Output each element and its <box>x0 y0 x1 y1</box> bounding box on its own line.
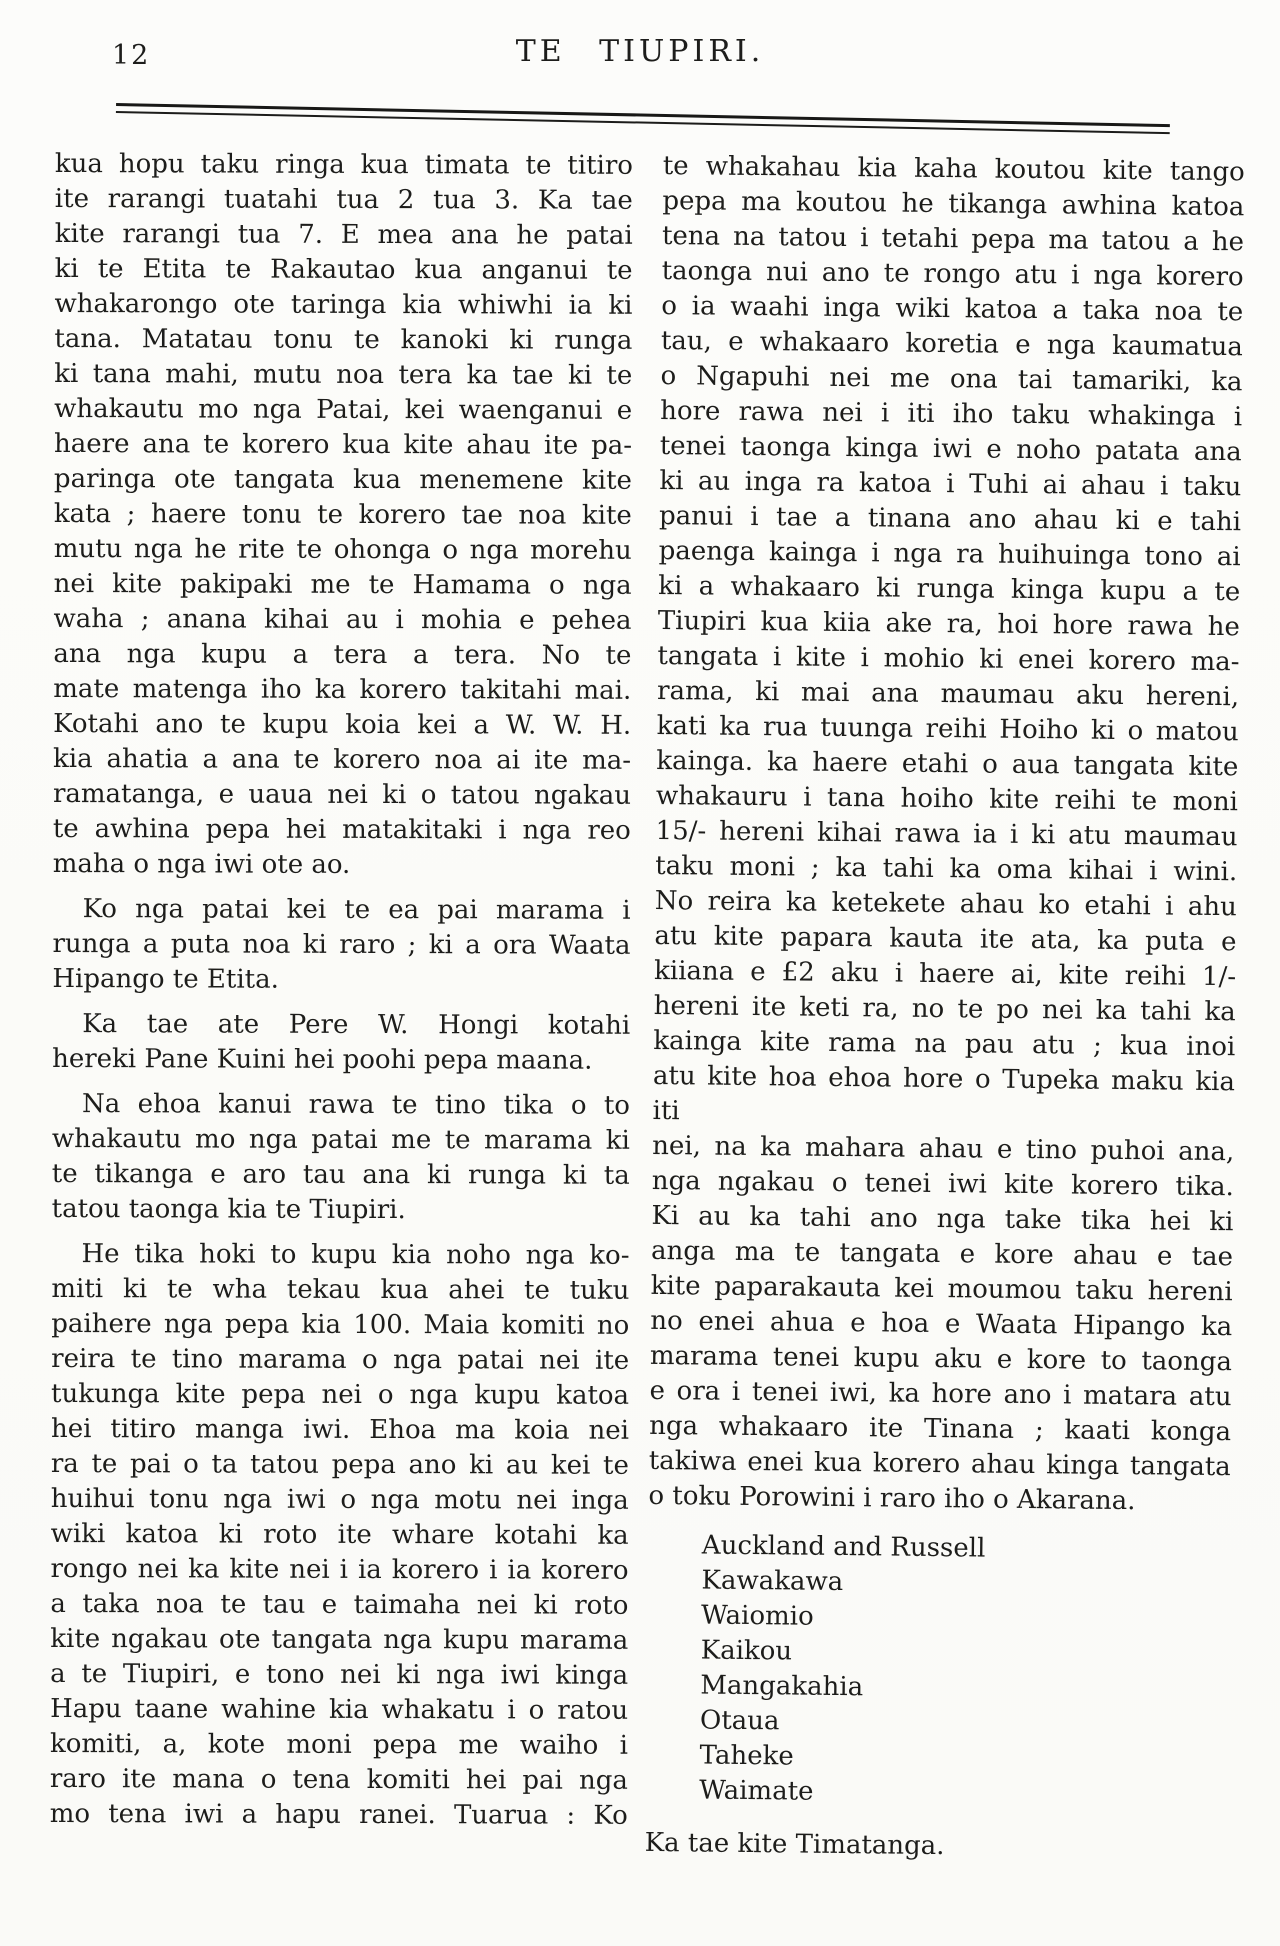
text-line: rongo nei ka kite nei i ia korero i ia korero <box>50 1553 629 1586</box>
text-line: Kotahi ano te kupu koia kei a W. W. H. <box>53 708 632 741</box>
places-list <box>699 1529 1230 1815</box>
text-line: He tika hoki to kupu kia noho nga ko- <box>81 1239 630 1271</box>
paragraph <box>52 1007 630 1079</box>
text-line: mate matenga iho ka korero takitahi mai. <box>53 673 632 706</box>
text-line: raro ite mana o tena komiti hei pai nga <box>49 1763 628 1796</box>
paragraph <box>648 149 1245 1520</box>
text-line: tenei taonga kinga iwi e noho patata ana <box>659 430 1242 468</box>
text-line: ki a whakaaro ki runga kinga kupu a te <box>658 570 1241 608</box>
text-line: atu kite hoa ehoa hore o Tupeka maku kia iti <box>652 1060 1236 1127</box>
place-name: Taheke <box>699 1740 794 1772</box>
text-line: Ki au ka tahi ano nga take tika hei ki <box>651 1200 1234 1238</box>
text-line: pepa ma koutou he tikanga awhina katoa <box>662 185 1245 223</box>
text-line: o Ngapuhi nei me ona tai tamariki, ka <box>660 360 1243 398</box>
right-column <box>644 149 1244 1867</box>
left-column <box>50 147 633 1834</box>
text-line: maha o nga iwi ote ao. <box>52 848 351 880</box>
paragraph <box>50 1237 630 1834</box>
text-line: kainga kite rama na pau atu ; kua inoi <box>653 1025 1236 1063</box>
text-line: kainga. ka haere etahi o aua tangata kite <box>656 745 1239 783</box>
text-line: Tiupiri kua kiia ake ra, hoi hore rawa he <box>657 605 1241 643</box>
text-line: Hapu taane wahine kia whakatu i o ratou <box>50 1693 629 1726</box>
text-line: o ia waahi inga wiki katoa a taka noa te <box>661 290 1244 328</box>
text-line: hereki Pane Kuini hei poohi pepa maana. <box>52 1043 593 1076</box>
text-line: kite rarangi tua 7. E mea ana he patai <box>54 218 633 251</box>
text-line: Ka tae ate Pere W. Hongi kotahi <box>82 1009 631 1041</box>
text-line: nei kite pakipaki me te Hamama o nga <box>53 568 632 601</box>
text-line: panui i tae a tinana ano ahau ki e tahi <box>658 500 1242 538</box>
text-line: paenga kainga i nga ra huihuinga tono ai <box>658 535 1241 573</box>
text-line: no enei ahua e hoa e Waata Hipango ka <box>650 1305 1233 1343</box>
text-line: hei titiro manga iwi. Ehoa ma koia nei <box>50 1413 630 1446</box>
text-line: kia ahatia a ana te korero noa ai ite ma- <box>53 743 632 776</box>
paragraph <box>52 892 630 999</box>
text-line: nga ngakau o tenei iwi kite korero tika. <box>651 1165 1234 1203</box>
text-line: komiti, a, kote moni pepa me waiho i <box>49 1728 629 1761</box>
text-line: ki tana mahi, mutu noa tera ka tae ki te <box>54 358 633 391</box>
text-line: ana nga kupu a tera a tera. No te <box>53 638 632 671</box>
text-line: tukunga kite pepa nei o nga kupu katoa <box>51 1378 630 1411</box>
text-line: ramatanga, e uaua nei ki o tatou ngakau <box>52 778 632 811</box>
text-line: whakautu mo nga Patai, kei waenganui e <box>54 393 633 426</box>
text-line: runga a puta noa ki raro ; ki a ora Waata <box>52 928 631 961</box>
text-line: Hipango te Etita. <box>52 963 279 995</box>
text-line: haere ana te korero kua kite ahau ite pa- <box>54 428 633 461</box>
text-line: tatou taonga kia te Tiupiri. <box>51 1193 406 1226</box>
text-line: kiiana e £2 aku i haere ai, kite reihi 1/- <box>653 955 1237 993</box>
text-line: hereni ite keti ra, no te po nei ka tahi ka <box>653 990 1236 1028</box>
place-name: Auckland and Russell <box>701 1530 986 1564</box>
text-line: kite paparakauta kei moumou taku hereni <box>650 1270 1233 1308</box>
text-line: ra te pai o ta tatou pepa ano ki au kei te <box>50 1448 629 1481</box>
text-line: waha ; anana kihai au i mohia e pehea <box>53 603 632 636</box>
place-name: Otaua <box>699 1705 780 1737</box>
text-line: takiwa enei kua korero ahau kinga tangata <box>648 1445 1231 1483</box>
text-line: tangata i kite i mohio ki enei korero ma- <box>657 640 1240 678</box>
paragraph <box>53 147 633 884</box>
text-line: whakauru i tana hoiho kite reihi te moni <box>655 780 1239 818</box>
text-line: 15/- hereni kihai rawa ia i ki atu maumau <box>655 815 1238 853</box>
text-line: anga ma te tangata e kore ahau e tae <box>650 1235 1234 1273</box>
text-line: marama tenei kupu aku e kore to taonga <box>649 1340 1233 1378</box>
text-line: mutu nga he rite te ohonga o nga morehu <box>53 533 632 566</box>
text-line: tena na tatou i tetahi pepa ma tatou a he <box>661 220 1245 258</box>
text-line: tau, e whakaaro koretia e nga kaumatua <box>660 325 1244 363</box>
text-line: o toku Porowini i raro iho o Akarana. <box>648 1480 1136 1517</box>
text-line: tana. Matatau tonu te kanoki ki runga <box>54 323 633 356</box>
page-title: TE TIUPIRI. <box>515 34 765 69</box>
text-line: nga whakaaro ite Tinana ; kaati konga <box>649 1410 1232 1448</box>
text-line: ki au inga ra katoa i Tuhi ai ahau i taku <box>659 465 1242 503</box>
text-line: paringa ote tangata kua menemene kite <box>53 463 633 496</box>
text-line: kua hopu taku ringa kua timata te titiro <box>54 148 633 181</box>
text-line: taku moni ; ka tahi ka oma kihai i wini. <box>655 850 1238 888</box>
text-line: wiki katoa ki roto ite whare kotahi ka <box>50 1518 629 1551</box>
place-name: Waiomio <box>700 1600 814 1632</box>
text-line: kite ngakau ote tangata nga kupu marama <box>50 1623 629 1656</box>
place-name: Waimate <box>699 1775 814 1807</box>
page-number: 12 <box>112 40 151 71</box>
text-line: huihui tonu nga iwi o nga motu nei inga <box>50 1483 629 1516</box>
header-rule <box>116 103 1170 134</box>
right-column-text <box>648 149 1245 1520</box>
text-line: nei, na ka mahara ahau e tino puhoi ana, <box>652 1130 1235 1168</box>
text-line: whakarongo ote taringa kia whiwhi ia ki <box>54 288 633 321</box>
text-line: rama, ki mai ana maumau aku hereni, <box>656 675 1240 713</box>
text-line: No reira ka ketekete ahau ko etahi i ahu <box>654 885 1237 923</box>
text-line: reira te tino marama o nga patai nei ite <box>51 1343 630 1376</box>
text-line: Ko nga patai kei te ea pai marama i <box>82 894 631 926</box>
text-line: te awhina pepa hei matakitaki i nga reo <box>52 813 631 846</box>
text-line: te tikanga e aro tau ana ki runga ki ta <box>51 1158 630 1191</box>
text-line: kati ka rua tuunga reihi Hoiho ki o matou <box>656 710 1239 748</box>
text-line: paihere nga pepa kia 100. Maia komiti no <box>51 1308 630 1341</box>
paragraph <box>52 1087 630 1229</box>
place-name: Kawakawa <box>701 1565 844 1598</box>
text-line: te whakahau kia kaha koutou kite tango <box>662 150 1245 188</box>
text-line: a taka noa te tau e taimaha nei ki roto <box>50 1588 629 1621</box>
text-line: ki te Etita te Rakautao kua anganui te <box>54 253 633 286</box>
text-line: hore rawa nei i iti iho taku whakinga i <box>660 395 1243 433</box>
closing-line: Ka tae kite Timatanga. <box>644 1827 945 1862</box>
text-line: e ora i tenei iwi, ka hore ano i matara atu <box>649 1375 1232 1413</box>
text-line: whakautu mo nga patai me te marama ki <box>51 1123 630 1156</box>
text-line: ite rarangi tuatahi tua 2 tua 3. Ka tae <box>54 183 633 216</box>
text-line: Na ehoa kanui rawa te tino tika o to <box>81 1089 631 1121</box>
text-line: kata ; haere tonu te korero tae noa kite <box>53 498 632 531</box>
place-name: Mangakahia <box>700 1670 864 1703</box>
text-line: a te Tiupiri, e tono nei ki nga iwi kinga <box>50 1658 629 1691</box>
text-line: mo tena iwi a hapu ranei. Tuarua : Ko <box>49 1798 628 1831</box>
text-line: taonga nui ano te rongo atu i nga korero <box>661 255 1244 293</box>
text-line: atu kite papara kauta ite ata, ka puta e <box>654 920 1237 958</box>
text-line: miti ki te wha tekau kua ahei te tuku <box>51 1273 630 1306</box>
place-name: Kaikou <box>700 1635 793 1667</box>
